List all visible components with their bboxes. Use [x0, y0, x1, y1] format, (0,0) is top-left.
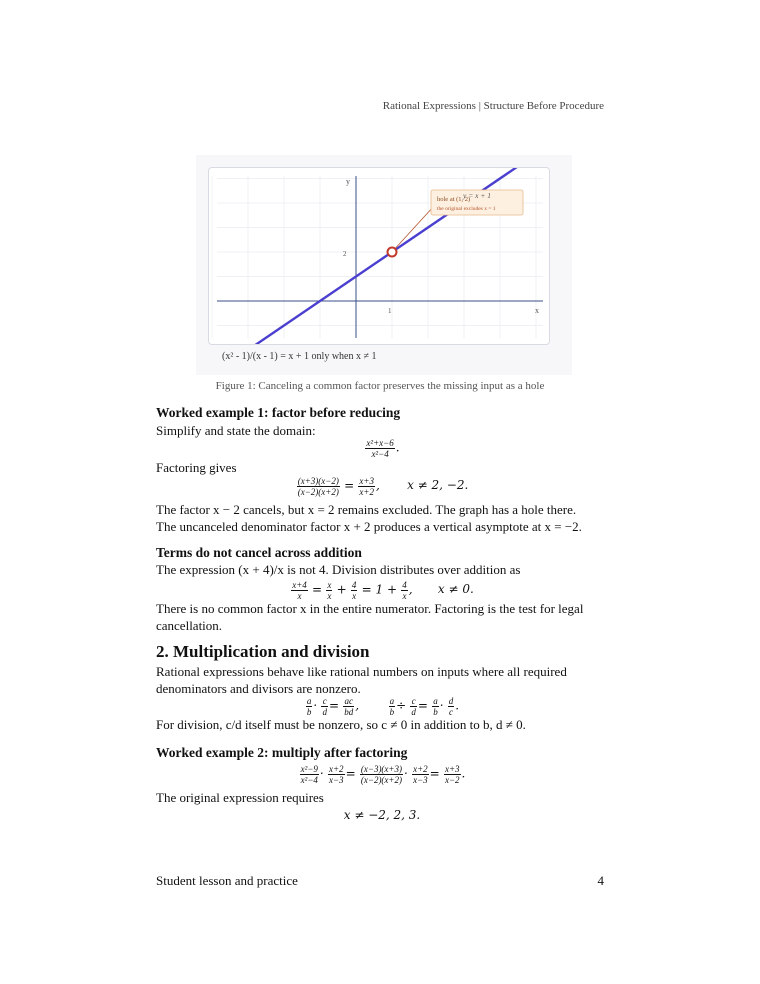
- example-1-factored: $\frac{(x+3)(x-2)}{(x-2)(x+2)}$ = $\frac{x+3}{x+2}$ , x ≠ 2, −2.: [297, 476, 469, 497]
- terms-para-2: There is no common factor x in the entire numerator. Factoring is the test for legal cancellation.: [156, 601, 584, 633]
- example-1-expression: $\frac{\text{x²+x−6}}{\text{x²−4}}$ .: [366, 438, 400, 459]
- terms-para-1: The expression (x + 4)/x is not 4. Division distributes over addition as: [156, 562, 521, 577]
- x-axis-label: x: [535, 306, 539, 315]
- section-2-title: 2. Multiplication and division: [156, 642, 370, 661]
- plot-caption: (x² - 1)/(x - 1) = x + 1 only when x ≠ 1: [222, 351, 377, 362]
- y-tick-2: 2: [343, 250, 347, 258]
- y-axis-label: y: [346, 177, 350, 186]
- line-chart: [209, 168, 549, 344]
- terms-title: Terms do not cancel across addition: [156, 545, 362, 560]
- plot-card: [208, 167, 550, 345]
- figure-caption: Figure 1: Canceling a common factor preserves the missing input as a hole: [215, 380, 545, 392]
- x-tick-1: 1: [388, 307, 392, 315]
- example-1-para-2: The uncanceled denominator factor x + 2 produces a vertical asymptote at x = −2.: [156, 519, 582, 534]
- section-2-rules: $\frac{a}{b}$ · $\frac{c}{d}$ = $\frac{ac}{bd}$ , $\frac{a}{b}$ ÷ $\frac{c}{d}$ = $\frac{a}{b}$ · $\frac{d}{c}$ .: [306, 696, 460, 717]
- example-1-factoring-label: Factoring gives: [156, 460, 237, 475]
- callout-hole: hole at (1, 2): [437, 196, 471, 203]
- line-label: y = x + 1: [463, 191, 492, 200]
- figure-1: [196, 155, 572, 375]
- example-1-intro: Simplify and state the domain:: [156, 423, 316, 438]
- terms-equation: $\frac{x+4}{x}$ = $\frac{x}{x}$ + $\frac{4}{x}$ = 1 + $\frac{4}{x}$ , x ≠ 0.: [292, 580, 474, 601]
- example-2-domain: x ≠ −2, 2, 3.: [343, 808, 421, 822]
- example-1-domain: x ≠ 2, −2.: [407, 478, 469, 493]
- example-1-para-1: The factor x − 2 cancels, but x = 2 remains excluded. The graph has a hole there.: [156, 502, 577, 517]
- page-number: 4: [597, 873, 604, 888]
- section-2-para-2: For division, c/d itself must be nonzero, so c ≠ 0 in addition to b, d ≠ 0.: [156, 717, 526, 732]
- example-2-equation: $\frac{\text{x²−9}}{\text{x²−4}}$ · $\frac{x+2}{x-3}$ = $\frac{(x-3)(x+3)}{(x-2)(x+2)}$ · $\frac{x+2}{x-3}$ = $\frac{x+3}{x-2}$ .: [300, 764, 466, 785]
- running-header: Rational Expressions | Structure Before Procedure: [382, 100, 604, 112]
- example-1-title: Worked example 1: factor before reducing: [156, 405, 401, 420]
- hole-marker: [388, 248, 397, 257]
- section-2-para-1: Rational expressions behave like rational numbers on inputs where all required denominators and divisors are nonzero.: [156, 664, 567, 696]
- example-2-para-1: The original expression requires: [156, 790, 324, 805]
- footer-left: Student lesson and practice: [156, 873, 298, 888]
- callout-excludes: the original excludes x = 1: [437, 206, 496, 212]
- example-2-title: Worked example 2: multiply after factoring: [156, 745, 408, 760]
- terms-domain: x ≠ 0.: [437, 582, 474, 597]
